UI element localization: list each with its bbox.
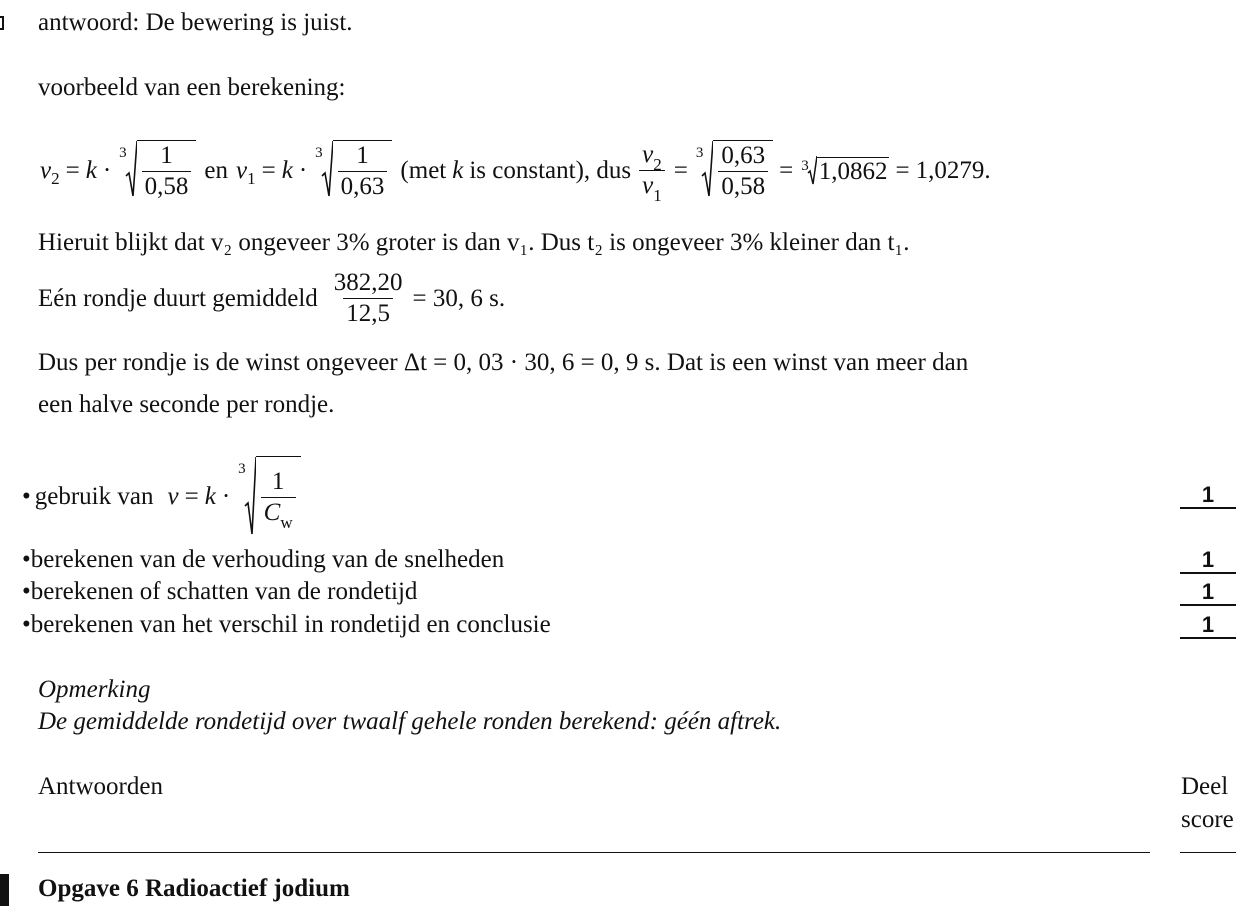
v1-subscript: 1 xyxy=(653,185,662,205)
v2-symbol: v xyxy=(40,156,52,184)
bullet: • xyxy=(22,482,31,510)
root-index: 3 xyxy=(238,461,246,477)
question-marker-box xyxy=(0,16,4,30)
bullet: • xyxy=(22,611,31,638)
bullet: • xyxy=(22,578,31,605)
ratio-result: 1,0279. xyxy=(915,156,991,184)
deel-header: Deel xyxy=(1181,773,1229,800)
header-rule-left xyxy=(38,852,1150,853)
fraction-numerator: 1 xyxy=(356,142,369,169)
root-index: 3 xyxy=(119,145,127,161)
cube-root-ratio xyxy=(696,140,773,201)
fraction-numerator: 1 xyxy=(271,467,285,495)
equals-sign: = xyxy=(895,156,910,184)
example-intro: voorbeeld van een berekening: xyxy=(38,74,346,101)
v-symbol: v xyxy=(167,482,179,510)
rondje-denominator: 12,5 xyxy=(343,298,393,327)
equals-sign: = xyxy=(779,156,794,184)
dot-operator: · xyxy=(102,156,112,184)
equals-sign: = xyxy=(261,156,276,184)
score-header: score xyxy=(1181,806,1234,833)
criterion-text: berekenen van het verschil in rondetijd en conclusie xyxy=(30,611,551,638)
fraction-denominator: 0,58 xyxy=(142,171,192,200)
exercise-title: Opgave 6 Radioactief jodium xyxy=(38,875,350,902)
equals-sign: = xyxy=(673,156,688,184)
criterion-2 xyxy=(22,547,504,572)
k-symbol: k xyxy=(281,156,293,184)
fraction-numerator: 0,63 xyxy=(721,142,766,169)
remark-title: Opmerking xyxy=(38,676,151,703)
line-winst: Dus per rondje is de winst ongeveer Δt = 0, 03 · 30, 6 = 0, 9 s. Dat is een winst van meer dan xyxy=(38,349,969,376)
text-is-constant: is constant), dus xyxy=(469,156,632,184)
rondje-suffix: = 30, 6 s. xyxy=(412,285,506,313)
v2-subscript: 2 xyxy=(51,168,60,188)
score-criterion-2: 1 xyxy=(1180,548,1236,574)
criterion-text: gebruik van xyxy=(34,482,154,510)
k-symbol: k xyxy=(85,156,97,184)
k-symbol: k xyxy=(452,156,464,184)
v2-symbol: v xyxy=(642,140,654,168)
k-symbol: k xyxy=(204,482,216,510)
dot-operator: · xyxy=(298,156,308,184)
v2-subscript: 2 xyxy=(653,154,662,174)
score-criterion-3: 1 xyxy=(1180,580,1236,606)
word-en: en xyxy=(204,156,229,184)
header-rule-right xyxy=(1180,852,1236,853)
root-index: 3 xyxy=(801,157,809,174)
cube-root-058 xyxy=(119,140,196,201)
cube-root-value xyxy=(801,155,889,185)
criterion-4 xyxy=(22,612,551,637)
v1-subscript: 1 xyxy=(247,168,256,188)
cw-subscript: w xyxy=(280,513,293,532)
formula-line xyxy=(40,140,991,205)
text-met: (met xyxy=(400,156,447,184)
line-halve: een halve seconde per rondje. xyxy=(38,391,335,418)
fraction-denominator: 0,63 xyxy=(338,171,388,200)
cw-symbol: C xyxy=(263,499,281,526)
answers-header: Antwoorden xyxy=(38,773,163,800)
line-rondje xyxy=(38,270,505,328)
criterion-3 xyxy=(22,579,417,604)
rondje-prefix: Eén rondje duurt gemiddeld xyxy=(38,285,318,313)
v1-symbol: v xyxy=(236,156,248,184)
fraction-numerator: 1 xyxy=(160,142,173,169)
cube-root-cw xyxy=(238,456,300,536)
remark-text: De gemiddelde rondetijd over twaalf gehele ronden berekend: géén aftrek. xyxy=(38,708,782,735)
fraction-denominator: 0,58 xyxy=(718,171,768,200)
root-value: 1,0862 xyxy=(818,157,888,185)
criterion-text: berekenen van de verhouding van de snelheden xyxy=(30,546,505,573)
root-index: 3 xyxy=(695,145,704,161)
v1-symbol: v xyxy=(642,171,654,199)
cube-root-063 xyxy=(315,140,392,201)
equals-sign: = xyxy=(65,156,80,184)
criterion-text: berekenen of schatten van de rondetijd xyxy=(30,578,418,605)
score-criterion-1: 1 xyxy=(1180,483,1236,509)
bullet: • xyxy=(22,546,31,573)
root-index: 3 xyxy=(315,145,323,161)
rondje-numerator: 382,20 xyxy=(333,269,403,296)
score-criterion-4: 1 xyxy=(1180,613,1236,639)
criterion-1: • gebruik van v = k · 3 $\frac{1}{C_w}$ xyxy=(22,456,301,536)
line-hieruit: Hieruit blijkt dat v₂ ongeveer 3% groter is dan v₁. Dus t₂ is ongeveer 3% kleiner dan t₁. xyxy=(38,229,910,256)
answer-line: antwoord: De bewering is juist. xyxy=(38,9,353,36)
section-bar xyxy=(0,874,9,906)
